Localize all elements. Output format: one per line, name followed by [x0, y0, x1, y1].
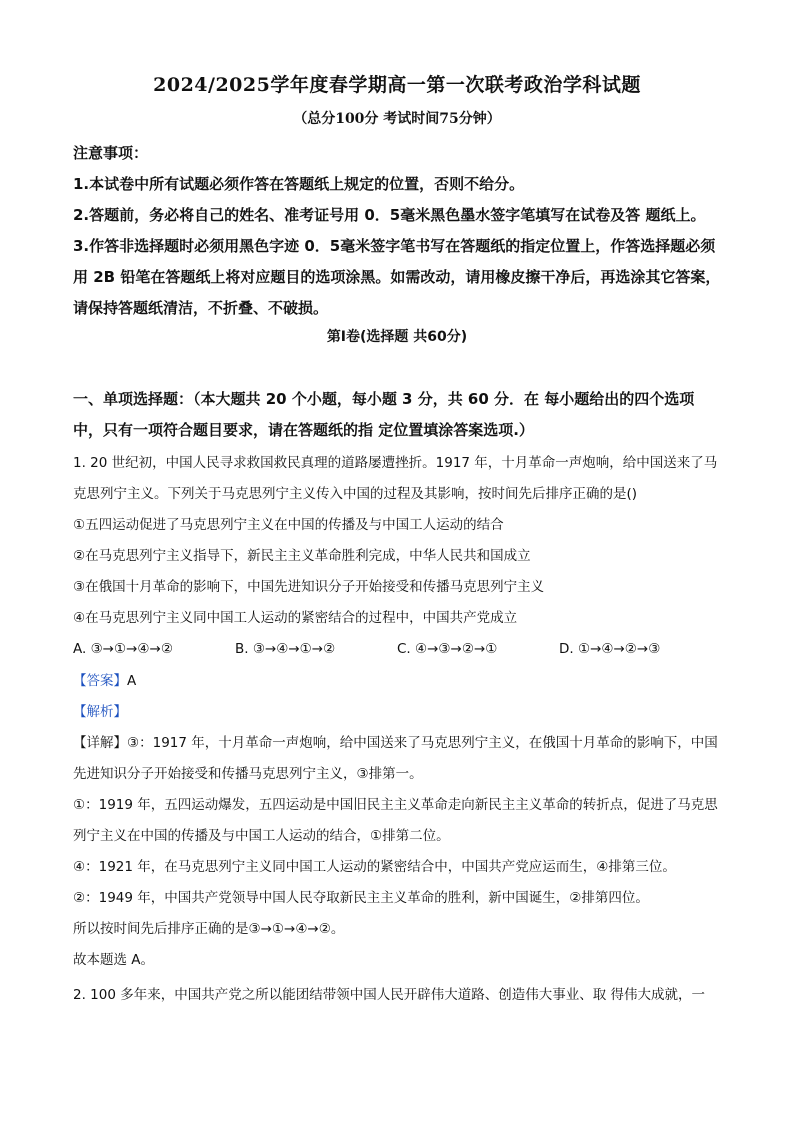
detail-line-2: ①：1919 年，五四运动爆发，五四运动是中国旧民主主义革命走向新民主主义革命的转折点，促进了马克思列宁主义在中国的传播及与中国工人运动的结合，①排第二位。 — [73, 797, 718, 844]
option-b: B. ③→④→①→② — [235, 641, 336, 657]
exam-title: 2024/2025学年度春学期高一第一次联考政治学科试题 — [153, 74, 641, 96]
question-1-statement-3: ③在俄国十月革命的影响下，中国先进知识分子开始接受和传播马克思列宁主义 — [73, 579, 545, 595]
option-a: A. ③→①→④→② — [73, 641, 173, 657]
exam-subtitle: （总分100分 考试时间75分钟） — [293, 111, 501, 127]
detail-line-5: 所以按时间先后排序正确的是③→①→④→②。 — [73, 921, 345, 937]
conclusion-line: 故本题选 A。 — [73, 952, 155, 968]
detail-text-1: ③：1917 年，十月革命一声炮响，给中国送来了马克思列宁主义，在俄国十月革命的影响下，中国先进知识分子开始接受和传播马克思列宁主义，③排第一。 — [73, 735, 718, 782]
detail-line-3: ④：1921 年，在马克思列宁主义同中国工人运动的紧密结合中，中国共产党应运而生，④排第三位。 — [73, 859, 676, 875]
question-1-statement-1: ①五四运动促进了马克思列宁主义在中国的传播及与中国工人运动的结合 — [73, 517, 504, 533]
analysis-tag: 【解析】 — [73, 704, 127, 720]
section-heading: 第Ⅰ卷(选择题 共60分) — [326, 329, 468, 345]
section-instruction: 一、单项选择题：（本大题共 20 个小题，每小题 3 分，共 60 分．在 每小题给出的四个选项中，只有一项符合题目要求，请在答题纸的指 定位置填涂答案选项.） — [73, 390, 695, 439]
analysis-line — [73, 697, 723, 728]
answer-block — [73, 666, 723, 976]
answer-tag: 【答案】 — [73, 673, 127, 689]
notes-item-1: 1.本试卷中所有试题必须作答在答题纸上规定的位置，否则不给分。 — [73, 175, 525, 193]
question-2-stem: 2. 100 多年来，中国共产党之所以能团结带领中国人民开辟伟大道路、创造伟大事业、取 得伟大成就，一 — [73, 987, 706, 1003]
question-1-stem: 1. 20 世纪初，中国人民寻求救国救民真理的道路屡遭挫折。1917 年，十月革命一声炮响，给中国送来了马克思列宁主义。下列关于马克思列宁主义传入中国的过程及其影响，按时间先后排序正确的是() — [73, 455, 718, 502]
question-2 — [73, 980, 723, 1011]
detail-line-1 — [73, 728, 723, 790]
option-c: C. ④→③→②→① — [397, 641, 498, 657]
notes-item-3: 3.作答非选择题时必须用黑色字迹 0．5毫米签字笔书写在答题纸的指定位置上，作答选择题必须用 2B 铅笔在答题纸上将对应题目的选项涂黑。如需改动，请用橡皮擦干净后，再选涂其它答案，请保持答题纸清洁，不折叠、不破损。 — [73, 237, 721, 317]
answer-value: A — [127, 673, 137, 689]
question-1-statement-2: ②在马克思列宁主义指导下，新民主主义革命胜利完成，中华人民共和国成立 — [73, 548, 531, 564]
detail-tag: 【详解】 — [73, 735, 127, 751]
notes-heading: 注意事项： — [73, 144, 149, 162]
notes-block — [73, 138, 723, 324]
question-1-statement-4: ④在马克思列宁主义同中国工人运动的紧密结合的过程中，中国共产党成立 — [73, 610, 518, 626]
question-1 — [73, 448, 723, 665]
option-d: D. ①→④→②→③ — [559, 641, 661, 657]
detail-line-4: ②：1949 年，中国共产党领导中国人民夺取新民主主义革命的胜利，新中国诞生，②排第四位。 — [73, 890, 649, 906]
notes-item-2: 2.答题前，务必将自己的姓名、准考证号用 0．5毫米黑色墨水签字笔填写在试卷及答 题纸上。 — [73, 206, 706, 224]
question-1-options — [73, 634, 723, 665]
answer-line — [73, 666, 723, 697]
